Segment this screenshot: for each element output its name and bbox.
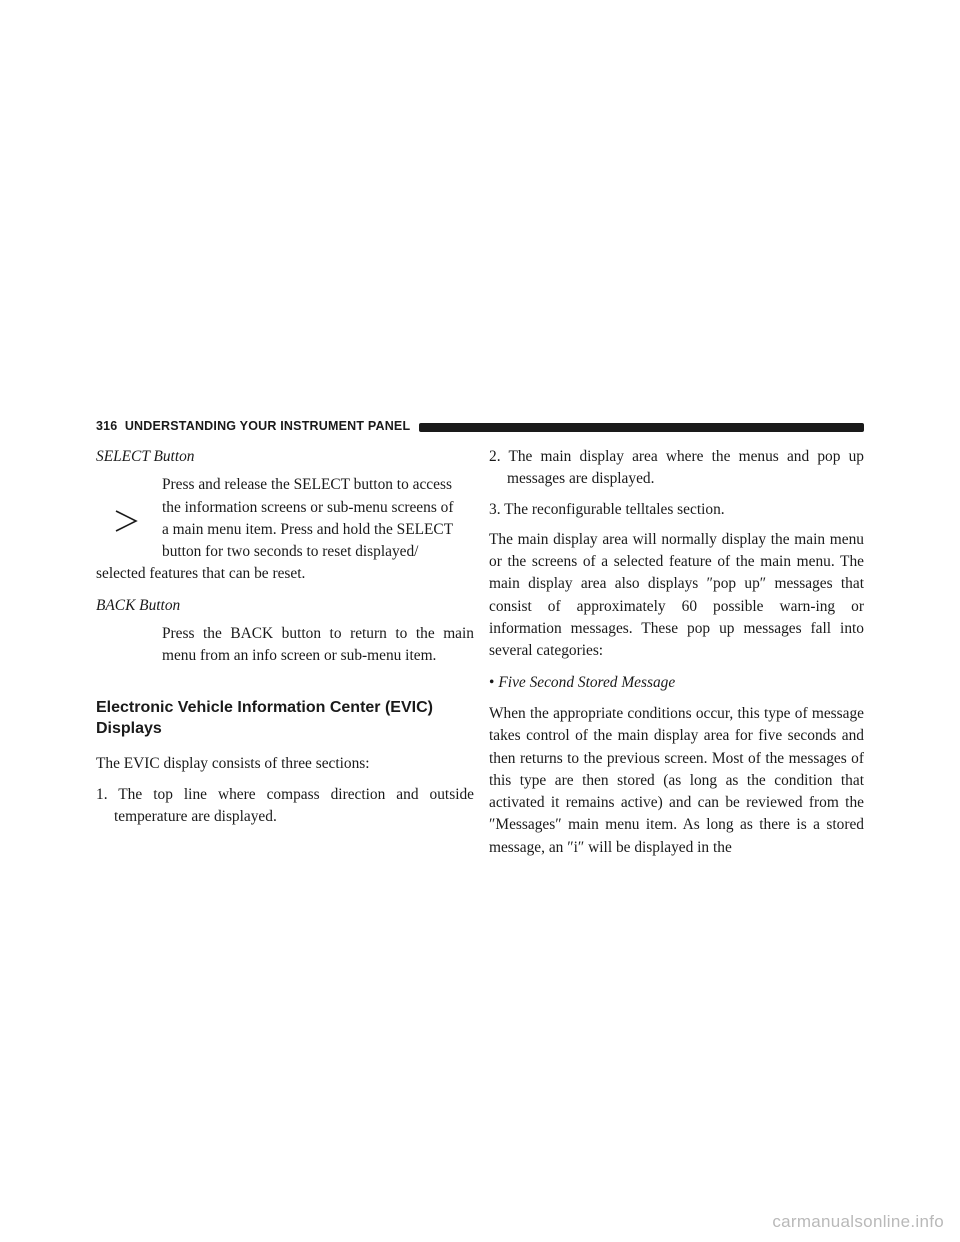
page-number: 316 <box>96 419 118 433</box>
main-display-paragraph: The main display area will normally display the main menu or the screens of a selected feature of the main menu. The main display area also displays ″pop up″ messages that consist of approximately 60 possible warn-ing or information messages. These pop up messages fall into several categories: <box>489 530 864 660</box>
stored-message-paragraph: When the appropriate conditions occur, this type of message takes control of the main display area for five seconds and then returns to the previous screen. Most of the messages of this type are then stored (as long as the condition that activated it remains active) and can be reviewed from the ″Messages″ main menu item. As long as there is a stored message, an ″i″ will be displayed in the <box>489 704 864 856</box>
right-column <box>489 446 864 868</box>
list-item-2-number: 2. <box>489 448 501 465</box>
list-item-3-text: The reconfigurable telltales section. <box>504 500 725 518</box>
page-header <box>96 418 864 438</box>
select-triangle-icon <box>113 508 139 534</box>
list-item-1-number: 1. <box>96 785 108 803</box>
back-button-description: Press the BACK button to return to the main menu from an info screen or sub-menu item. <box>162 625 474 665</box>
bullet-item <box>489 672 864 694</box>
section-title: UNDERSTANDING YOUR INSTRUMENT PANEL <box>124 419 411 433</box>
list-item-3-number: 3. <box>489 500 501 518</box>
select-button-description <box>96 474 474 585</box>
list-item-1 <box>96 784 474 829</box>
bullet-text: Five Second Stored Message <box>498 673 676 691</box>
select-button-heading: SELECT Button <box>96 448 195 465</box>
evic-section-heading <box>96 697 474 739</box>
evic-intro: The EVIC display consists of three sections: <box>96 754 370 772</box>
list-item-1-text: The top line where compass direction and outside temperature are displayed. <box>114 785 474 826</box>
evic-heading-line-2: Displays <box>96 719 162 737</box>
header-text <box>96 419 410 433</box>
list-item-2-text: The main display area where the menus and pop up messages are displayed. <box>507 448 864 488</box>
header-rule <box>419 423 864 432</box>
list-item-2 <box>489 446 864 491</box>
select-tail-line: selected features that can be reset. <box>96 565 306 583</box>
select-line-4: button for two seconds to reset displayed/ <box>162 543 419 561</box>
evic-heading-line-1: Electronic Vehicle Information Center (EVIC) <box>96 698 433 716</box>
bullet-mark: • <box>489 673 495 691</box>
select-line-1: Press and release the SELECT button to access <box>162 476 452 494</box>
select-line-3: a main menu item. Press and hold the SELECT <box>162 520 454 538</box>
list-item-3 <box>489 499 864 521</box>
back-button-heading: BACK Button <box>96 596 181 614</box>
watermark: carmanualsonline.info <box>772 1212 944 1231</box>
select-line-2: the information screens or sub-menu screens of <box>162 498 454 516</box>
left-column <box>96 446 474 837</box>
